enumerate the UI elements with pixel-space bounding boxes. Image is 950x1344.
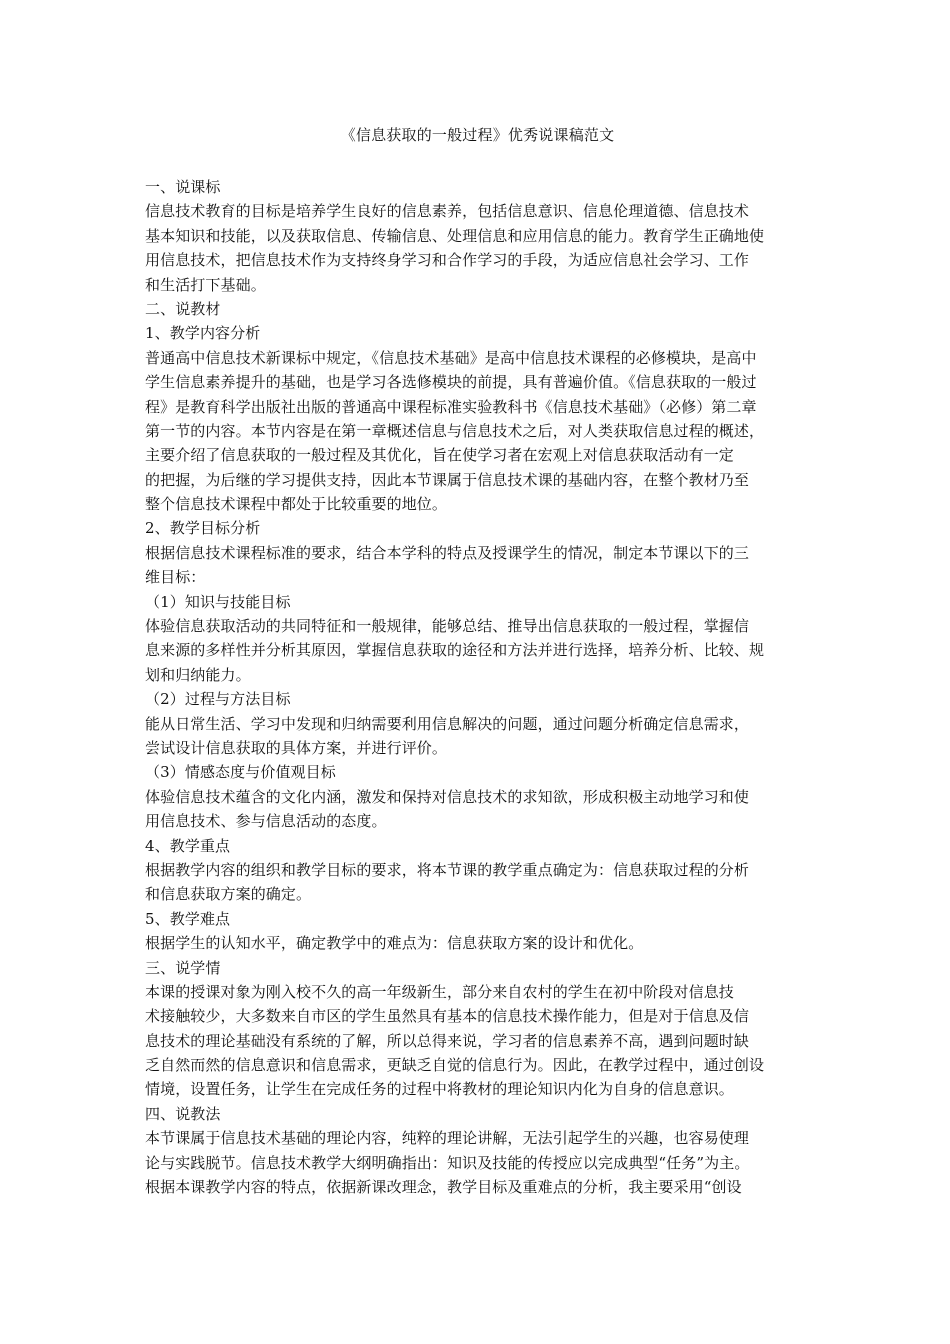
- text-line: 普通高中信息技术新课标中规定，《信息技术基础》是高中信息技术课程的必修模块，是高中: [145, 348, 757, 367]
- text-line: 本课的授课对象为刚入校不久的高一年级新生，部分来自农村的学生在初中阶段对信息技: [145, 982, 734, 1001]
- text-line: 能从日常生活、学习中发现和归纳需要利用信息解决的问题，通过问题分析确定信息需求，: [145, 714, 750, 733]
- text-line: （2）过程与方法目标: [145, 690, 291, 709]
- text-line: 根据学生的认知水平，确定教学中的难点为：信息获取方案的设计和优化。: [145, 934, 644, 953]
- document-page: [145, 123, 810, 1199]
- text-line: 术接触较少，大多数来自市区的学生虽然具有基本的信息技术操作能力，但是对于信息及信: [145, 1007, 750, 1026]
- text-line: 根据本课教学内容的特点，依据新课改理念，教学目标及重难点的分析，我主要采用“创设: [145, 1178, 742, 1197]
- text-line: 信息技术教育的目标是培养学生良好的信息素养，包括信息意识、信息伦理道德、信息技术: [145, 202, 750, 221]
- text-line: 三、说学情: [145, 958, 221, 977]
- text-line: 乏自然而然的信息意识和信息需求，更缺乏自觉的信息行为。因此，在教学过程中，通过创设: [145, 1056, 765, 1075]
- text-line: 用信息技术、参与信息活动的态度。: [145, 812, 387, 831]
- text-line: 本节课属于信息技术基础的理论内容，纯粹的理论讲解，无法引起学生的兴趣，也容易使理: [145, 1129, 750, 1148]
- text-line: 程》是教育科学出版社出版的普通高中课程标准实验教科书《信息技术基础》（必修）第二章: [145, 397, 757, 416]
- text-line: 和信息获取方案的确定。: [145, 885, 312, 904]
- text-line: 和生活打下基础。: [145, 275, 266, 294]
- text-line: 二、说教材: [145, 299, 221, 318]
- text-line: 的把握，为后继的学习提供支持，因此本节课属于信息技术课的基础内容，在整个教材乃至: [145, 470, 750, 489]
- text-line: 根据教学内容的组织和教学目标的要求，将本节课的教学重点确定为：信息获取过程的分析: [145, 860, 750, 879]
- text-line: 用信息技术，把信息技术作为支持终身学习和合作学习的手段，为适应信息社会学习、工作: [145, 251, 750, 270]
- text-line: 体验信息获取活动的共同特征和一般规律，能够总结、推导出信息获取的一般过程，掌握信: [145, 617, 750, 636]
- text-line: 论与实践脱节。信息技术教学大纲明确指出：知识及技能的传授应以完成典型“任务”为主。: [145, 1153, 750, 1172]
- text-line: 学生信息素养提升的基础，也是学习各选修模块的前提，具有普遍价值。《信息获取的一般过: [145, 373, 757, 392]
- text-line: 息来源的多样性并分析其原因，掌握信息获取的途径和方法并进行选择，培养分析、比较、规: [145, 641, 765, 660]
- document-body: [145, 175, 810, 1199]
- text-line: （3）情感态度与价值观目标: [145, 763, 336, 782]
- text-line: 1、教学内容分析: [145, 324, 261, 343]
- text-line: 基本知识和技能，以及获取信息、传输信息、处理信息和应用信息的能力。教育学生正确地使: [145, 226, 765, 245]
- text-line: 5、教学难点: [145, 909, 231, 928]
- document-title: 《信息获取的一般过程》优秀说课稿范文: [340, 126, 615, 144]
- text-line: 一、说课标: [145, 178, 221, 196]
- text-line: 整个信息技术课程中都处于比较重要的地位。: [145, 495, 448, 514]
- text-line: 2、教学目标分析: [145, 519, 261, 538]
- text-line: 根据信息技术课程标准的要求，结合本学科的特点及授课学生的情况，制定本节课以下的三: [145, 543, 750, 562]
- text-line: 体验信息技术蕴含的文化内涵，激发和保持对信息技术的求知欲，形成积极主动地学习和使: [145, 787, 750, 806]
- text-line: 尝试设计信息获取的具体方案，并进行评价。: [145, 738, 448, 757]
- text-line: 情境，设置任务，让学生在完成任务的过程中将教材的理论知识内化为自身的信息意识。: [145, 1080, 734, 1099]
- text-line: 划和归纳能力。: [145, 665, 251, 684]
- text-line: 4、教学重点: [145, 836, 231, 855]
- text-line: （1）知识与技能目标: [145, 592, 291, 611]
- text-line: 主要介绍了信息获取的一般过程及其优化，旨在使学习者在宏观上对信息获取活动有一定: [145, 446, 734, 465]
- text-line: 息技术的理论基础没有系统的了解，所以总得来说，学习者的信息素养不高，遇到问题时缺: [145, 1031, 750, 1050]
- text-line: 第一节的内容。本节内容是在第一章概述信息与信息技术之后，对人类获取信息过程的概述，: [145, 421, 765, 440]
- text-line: 维目标：: [145, 568, 206, 587]
- text-line: 四、说教法: [145, 1104, 221, 1123]
